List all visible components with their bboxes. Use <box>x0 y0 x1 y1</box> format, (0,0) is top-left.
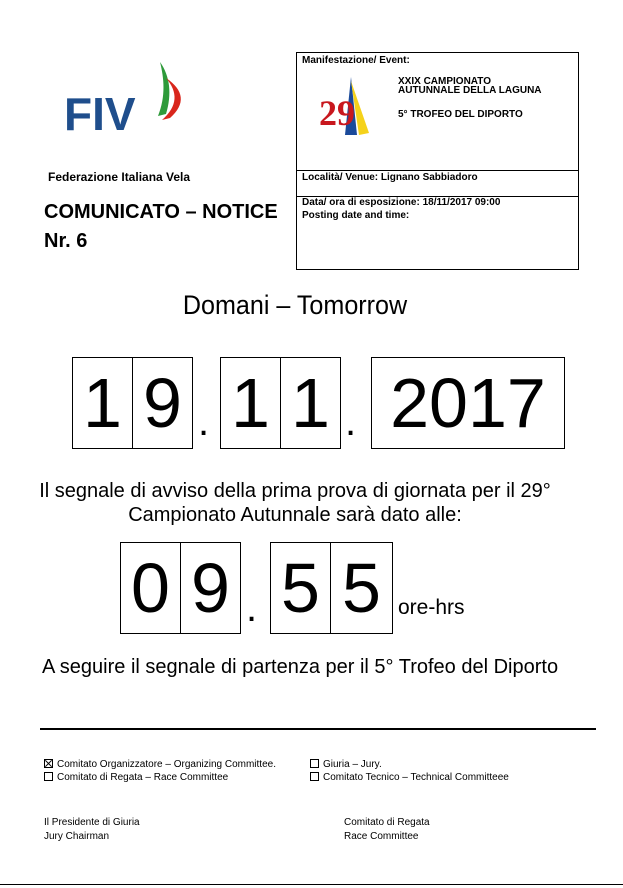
time-minute-digit-1: 5 <box>270 542 331 634</box>
posting-date-en: Posting date and time: <box>302 210 410 221</box>
time-unit: ore-hrs <box>398 596 465 619</box>
trophy-name: 5° TROFEO DEL DIPORTO <box>398 109 523 120</box>
signature-jury-line-2: Jury Chairman <box>44 831 110 842</box>
signal-line-1: Il segnale di avviso della prima prova di giornata per il 29° <box>39 480 551 502</box>
checkbox-icon[interactable] <box>310 772 319 781</box>
checkbox-checked-icon[interactable] <box>44 759 53 768</box>
committee-race[interactable] <box>44 772 228 783</box>
signature-race-line-1: Comitato di Regata <box>344 817 430 828</box>
emblem-number: 29 <box>319 93 355 133</box>
signal-line-2: Campionato Autunnale sarà dato alle: <box>128 504 462 526</box>
committee-race-label: Comitato di Regata – Race Committee <box>57 772 229 783</box>
time-hour-digit-2: 9 <box>180 542 241 634</box>
venue-text: Località/ Venue: Lignano Sabbiadoro <box>302 172 478 183</box>
notice-title-block <box>44 198 278 256</box>
time-separator: . <box>246 586 258 630</box>
signature-jury-line-1: Il Presidente di Giuria <box>44 817 140 828</box>
committee-organizing[interactable] <box>44 759 276 770</box>
bottom-divider <box>0 884 623 885</box>
posting-date: Data/ ora di esposizione: 18/11/2017 09:00 <box>302 197 501 208</box>
signature-race-committee <box>344 816 430 844</box>
divider <box>40 728 596 730</box>
committee-technical[interactable] <box>310 772 509 783</box>
tomorrow-heading: Domani – Tomorrow <box>182 290 408 320</box>
date-separator-2: . <box>345 400 357 444</box>
event-section <box>297 53 578 171</box>
fiv-logo <box>62 56 194 136</box>
signature-jury <box>44 816 140 844</box>
event-info-box <box>296 52 579 270</box>
date-separator-1: . <box>198 400 210 444</box>
time-minute-digit-2: 5 <box>330 542 393 634</box>
logo-green-stroke <box>158 62 169 116</box>
event-label: Manifestazione/ Event: <box>302 55 410 66</box>
venue-section <box>297 170 578 197</box>
signature-race-line-2: Race Committee <box>344 831 419 842</box>
committee-jury-label: Giuria – Jury. <box>323 759 382 770</box>
checkbox-icon[interactable] <box>310 759 319 768</box>
committee-organizing-label: Comitato Organizzatore – Organizing Committee. <box>57 759 276 770</box>
time-hour-digit-1: 0 <box>120 542 181 634</box>
committee-jury[interactable] <box>310 759 382 770</box>
notice-title: COMUNICATO – NOTICE <box>44 201 278 223</box>
date-month-digit-1: 1 <box>220 357 281 449</box>
event-name <box>398 77 542 95</box>
committee-technical-label: Comitato Tecnico – Technical Committeee <box>323 772 509 783</box>
checkbox-icon[interactable] <box>44 772 53 781</box>
event-line-1: XXIX CAMPIONATO <box>398 76 491 87</box>
championship-emblem <box>303 75 399 155</box>
logo-text: FIV <box>64 88 136 136</box>
federation-name: Federazione Italiana Vela <box>48 170 191 184</box>
date-year: 2017 <box>371 357 565 449</box>
date-day-digit-2: 9 <box>132 357 193 449</box>
follow-text: A seguire il segnale di partenza per il 5° Trofeo del Diporto <box>42 656 559 678</box>
event-line-2: AUTUNNALE DELLA LAGUNA <box>398 85 542 96</box>
notice-number: Nr. 6 <box>44 230 88 252</box>
date-day-digit-1: 1 <box>72 357 133 449</box>
date-month-digit-2: 1 <box>280 357 341 449</box>
